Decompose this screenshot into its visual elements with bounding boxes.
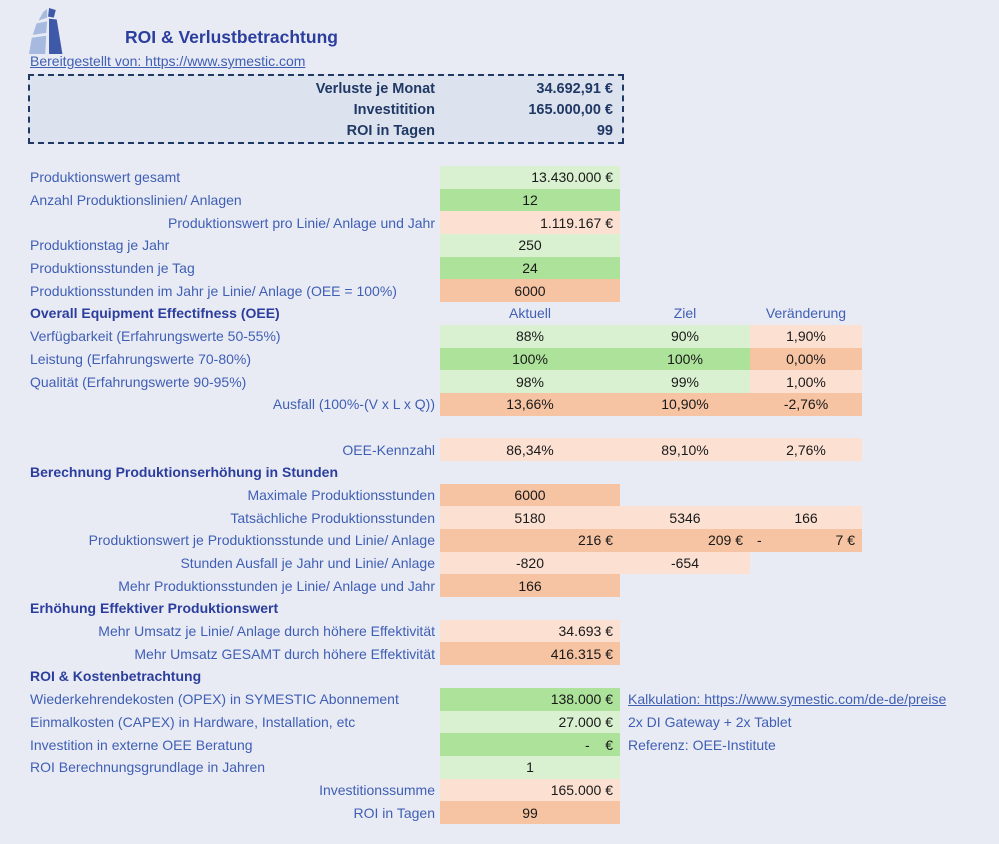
column-header-aktuell: Aktuell — [508, 305, 552, 322]
value-cell[interactable]: 5346 — [620, 506, 750, 529]
table-row-qualitaet — [28, 370, 999, 393]
table-row-anzahl-linien — [28, 189, 999, 212]
value-cell[interactable]: 138.000 € — [440, 688, 620, 711]
value-cell[interactable]: 1,90% — [750, 325, 862, 348]
value-cell[interactable]: 6000 — [440, 279, 620, 302]
row-label: Stunden Ausfall je Jahr und Linie/ Anlage — [180, 555, 435, 572]
section-header: Erhöhung Effektiver Produktionswert — [30, 600, 279, 617]
value-cell[interactable]: 1 — [440, 756, 620, 779]
summary-box — [28, 74, 624, 144]
row-label: Mehr Produktionsstunden je Linie/ Anlage und Jahr — [118, 577, 435, 594]
row-label: ROI Berechnungsgrundlage in Jahren — [30, 759, 266, 776]
table-row-beratung — [28, 733, 999, 756]
value-cell[interactable]: 24 — [440, 257, 620, 280]
value-cell[interactable]: 209 € — [620, 529, 750, 552]
row-label: Anzahl Produktionslinien/ Anlagen — [30, 192, 242, 209]
value-cell[interactable]: 166 — [750, 506, 862, 529]
row-label: Produktionswert pro Linie/ Anlage und Jahr — [168, 214, 435, 231]
row-label: Wiederkehrendekosten (OPEX) in SYMESTIC Abonnement — [30, 691, 399, 708]
table-row-roi-tage — [28, 801, 999, 824]
column-header-ziel: Ziel — [673, 305, 697, 322]
table-row-mehr-stunden — [28, 574, 999, 597]
summary-row — [30, 99, 622, 120]
table-row-mehr-umsatz-linie — [28, 620, 999, 643]
table-row-verfuegbarkeit — [28, 325, 999, 348]
summary-label: Investitition — [353, 101, 435, 118]
page-title: ROI & Verlustbetrachtung — [125, 27, 338, 47]
accounting-minus: - — [757, 532, 762, 549]
value-cell[interactable]: 10,90% — [620, 393, 750, 416]
value-cell[interactable]: 2,76% — [750, 438, 862, 461]
value-cell[interactable]: 100% — [440, 348, 620, 371]
table-row-stunden-ausfall — [28, 552, 999, 575]
row-label: Produktionswert gesamt — [30, 169, 181, 186]
value-cell[interactable]: 416.315 € — [440, 642, 620, 665]
pyramid-logo-icon — [28, 6, 72, 56]
value-cell[interactable]: 88% — [440, 325, 620, 348]
value-cell[interactable]: 216 € — [440, 529, 620, 552]
section-header: ROI & Kostenbetrachtung — [30, 668, 202, 685]
value-cell[interactable]: - € — [440, 733, 620, 756]
value-cell[interactable]: 166 — [440, 574, 620, 597]
note-text: 2x DI Gateway + 2x Tablet — [628, 713, 792, 730]
value-cell[interactable]: 99% — [620, 370, 750, 393]
value-cell[interactable]: -654 — [620, 552, 750, 575]
row-label: Produktionsstunden je Tag — [30, 260, 195, 277]
table-row-oee-header — [28, 302, 999, 325]
summary-row — [30, 78, 622, 99]
summary-label: ROI in Tagen — [346, 122, 435, 139]
value-cell[interactable]: 86,34% — [440, 438, 620, 461]
value-cell[interactable]: 250 — [440, 234, 620, 257]
row-label: Mehr Umsatz GESAMT durch höhere Effektivität — [134, 645, 435, 662]
table-row-invest-summe — [28, 779, 999, 802]
value-cell[interactable]: -2,76% — [750, 393, 862, 416]
value-cell[interactable] — [750, 529, 862, 552]
summary-value[interactable]: 165.000,00 € — [528, 101, 613, 118]
table-row-wert-pro-linie — [28, 211, 999, 234]
accounting-amount: 7 € — [835, 532, 855, 549]
row-label: Investition in externe OEE Beratung — [30, 736, 253, 753]
note-text: Referenz: OEE-Institute — [628, 736, 776, 753]
value-cell[interactable]: 6000 — [440, 484, 620, 507]
summary-value[interactable]: 99 — [596, 122, 613, 139]
table-row-stunden-im-jahr — [28, 279, 999, 302]
table-row-roi-jahre — [28, 756, 999, 779]
table-row-section-berechnung — [28, 461, 999, 484]
value-cell[interactable]: 99 — [440, 801, 620, 824]
table-row-leistung — [28, 348, 999, 371]
column-header-veraenderung: Veränderung — [765, 305, 847, 322]
row-label: Leistung (Erfahrungswerte 70-80%) — [30, 350, 252, 367]
table-row-section-roi — [28, 665, 999, 688]
table-row-produktionswert-gesamt — [28, 166, 999, 189]
value-cell[interactable]: 100% — [620, 348, 750, 371]
row-label: Investitionssumme — [319, 781, 435, 798]
section-header: Overall Equipment Effectifness (OEE) — [30, 305, 280, 322]
row-label: Verfügbarkeit (Erfahrungswerte 50-55%) — [30, 328, 281, 345]
row-label: Einmalkosten (CAPEX) in Hardware, Installation, etc — [30, 713, 356, 730]
table-row-wert-je-stunde — [28, 529, 999, 552]
summary-label: Verluste je Monat — [315, 80, 435, 97]
row-label: Qualität (Erfahrungswerte 90-95%) — [30, 373, 247, 390]
value-cell[interactable]: 89,10% — [620, 438, 750, 461]
table-row-oee-kennzahl — [28, 438, 999, 461]
value-cell[interactable]: 27.000 € — [440, 711, 620, 734]
row-label: Maximale Produktionsstunden — [247, 486, 435, 503]
value-cell[interactable]: 0,00% — [750, 348, 862, 371]
value-cell[interactable]: 165.000 € — [440, 779, 620, 802]
row-label: ROI in Tagen — [353, 804, 435, 821]
section-header: Berechnung Produktionserhöhung in Stunden — [30, 464, 338, 481]
value-cell[interactable]: 5180 — [440, 506, 620, 529]
value-cell[interactable]: 13.430.000 € — [440, 166, 620, 189]
summary-value[interactable]: 34.692,91 € — [536, 80, 613, 97]
table-row-section-erhoehung — [28, 597, 999, 620]
table-row-capex — [28, 711, 999, 734]
value-cell[interactable]: 90% — [620, 325, 750, 348]
table-row-stunden-je-tag — [28, 257, 999, 280]
table-row-mehr-umsatz-gesamt — [28, 642, 999, 665]
value-cell[interactable]: 13,66% — [440, 393, 620, 416]
row-label: Produktionswert je Produktionsstunde und Linie/ Anlage — [88, 532, 435, 549]
value-cell[interactable]: 12 — [440, 189, 620, 212]
row-label: Produktionsstunden im Jahr je Linie/ Anlage (OEE = 100%) — [30, 282, 397, 299]
row-label: Tatsächliche Produktionsstunden — [230, 509, 435, 526]
table-row-max-stunden — [28, 484, 999, 507]
table-row-produktionstage — [28, 234, 999, 257]
row-label: Produktionstag je Jahr — [30, 237, 170, 254]
summary-row — [30, 120, 622, 141]
kalkulation-link[interactable]: Kalkulation: https://www.symestic.com/de-de/preise — [628, 691, 947, 708]
value-cell[interactable]: -820 — [440, 552, 620, 575]
table-row-empty — [28, 416, 999, 439]
row-label: Ausfall (100%-(V x L x Q)) — [272, 396, 435, 413]
calculation-table — [28, 166, 999, 824]
table-row-ausfall — [28, 393, 999, 416]
row-label: Mehr Umsatz je Linie/ Anlage durch höhere Effektivität — [98, 623, 435, 640]
value-cell[interactable]: 34.693 € — [440, 620, 620, 643]
value-cell[interactable]: 1.119.167 € — [440, 211, 620, 234]
table-row-tats-stunden — [28, 506, 999, 529]
value-cell[interactable]: 1,00% — [750, 370, 862, 393]
row-label: OEE-Kennzahl — [342, 441, 435, 458]
table-row-opex — [28, 688, 999, 711]
value-cell[interactable]: 98% — [440, 370, 620, 393]
provider-link[interactable]: Bereitgestellt von: https://www.symestic.com — [30, 53, 306, 69]
